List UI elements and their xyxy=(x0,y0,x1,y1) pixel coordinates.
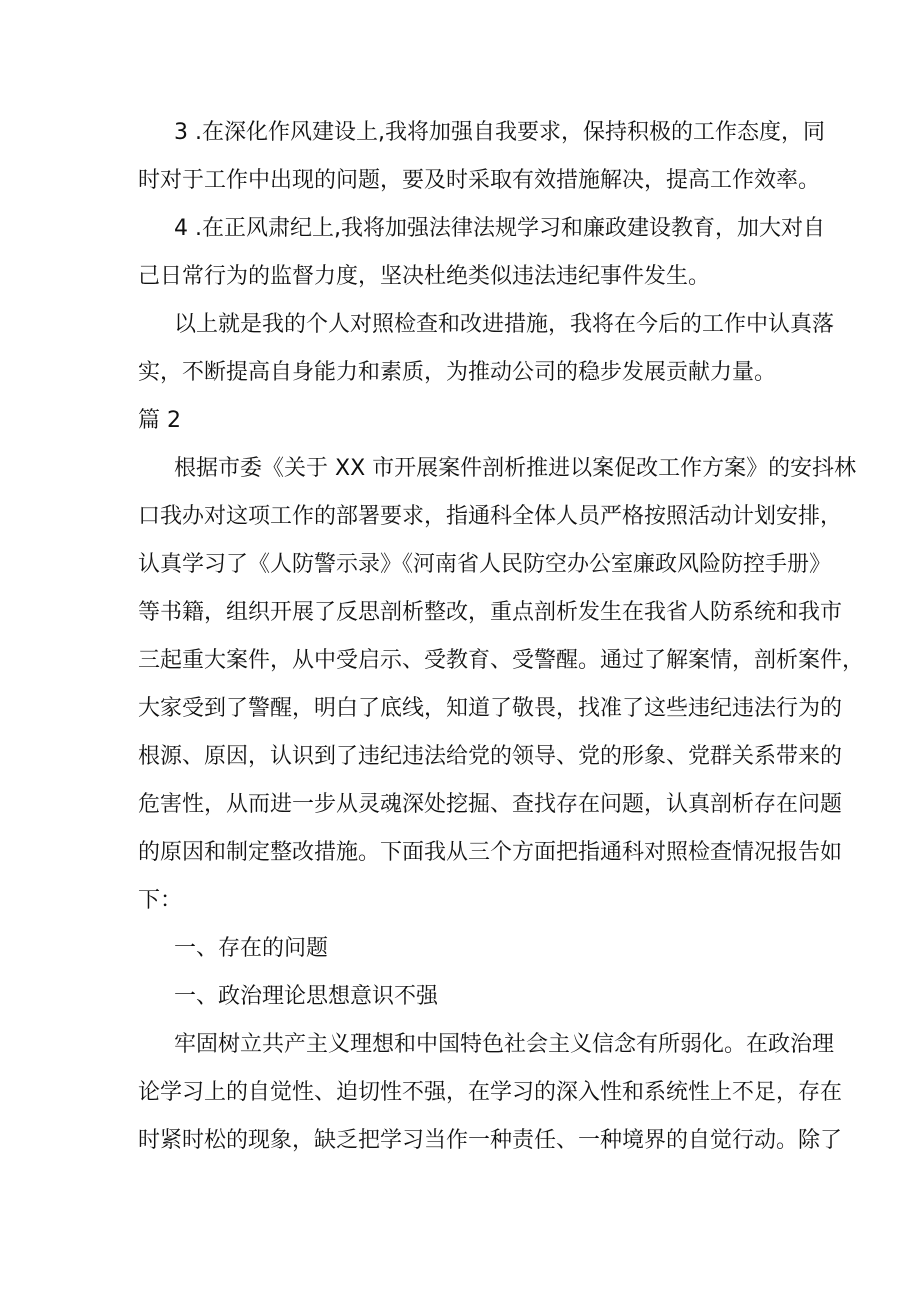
text-line: 的原因和制定整改措施。下面我从三个方面把指通科对照检查情况报告如 xyxy=(138,840,843,865)
text-line: 以上就是我的个人对照检查和改进措施，我将在今后的工作中认真落 xyxy=(174,312,835,337)
text-line: 己日常行为的监督力度，坚决杜绝类似违法违纪事件发生。 xyxy=(138,264,711,289)
text-line: 4 .在正风肃纪上,我将加强法律法规学习和廉政建设教育，加大对自 xyxy=(174,216,825,241)
text-line: 实，不断提高自身能力和素质，为推动公司的稳步发展贡献力量。 xyxy=(138,360,777,385)
text-line: 认真学习了《人防警示录》《河南省人民防空办公室廉政风险防控手册》 xyxy=(138,552,832,577)
text-line: 根源、原因，认识到了违纪违法给党的领导、党的形象、党群关系带来的 xyxy=(138,744,843,769)
subheading: 一、政治理论思想意识不强 xyxy=(174,984,439,1009)
text-line: 下： xyxy=(138,888,183,913)
text-line: 大家受到了警醒，明白了底线，知道了敬畏，找准了这些违纪违法行为的 xyxy=(138,696,843,721)
text-line: 口我办对这项工作的部署要求，指通科全体人员严格按照活动计划安排， xyxy=(138,504,843,529)
text-line: 牢固树立共产主义理想和中国特色社会主义信念有所弱化。在政治理 xyxy=(174,1032,835,1057)
text-line: 论学习上的自觉性、迫切性不强，在学习的深入性和系统性上不足，存在 xyxy=(138,1080,843,1105)
text-line: 3 .在深化作风建设上,我将加强自我要求，保持积极的工作态度，同 xyxy=(174,120,825,145)
subheading: 一、存在的问题 xyxy=(174,936,329,961)
text-line: 危害性，从而进一步从灵魂深处挖掘、查找存在问题，认真剖析存在问题 xyxy=(138,792,843,817)
text-line: 时对于工作中出现的问题，要及时采取有效措施解决，提高工作效率。 xyxy=(138,168,821,193)
section-heading: 篇 2 xyxy=(138,408,181,433)
text-line: 时紧时松的现象，缺乏把学习当作一种责任、一种境界的自觉行动。除了 xyxy=(138,1128,843,1153)
text-line: 等书籍，组织开展了反思剖析整改，重点剖析发生在我省人防系统和我市 xyxy=(138,600,843,625)
text-line: 根据市委《关于 XX 市开展案件剖析推进以案促改工作方案》的安抖林 xyxy=(174,456,857,481)
text-line: 三起重大案件，从中受启示、受教育、受警醒。通过了解案情，剖析案件， xyxy=(138,648,865,673)
